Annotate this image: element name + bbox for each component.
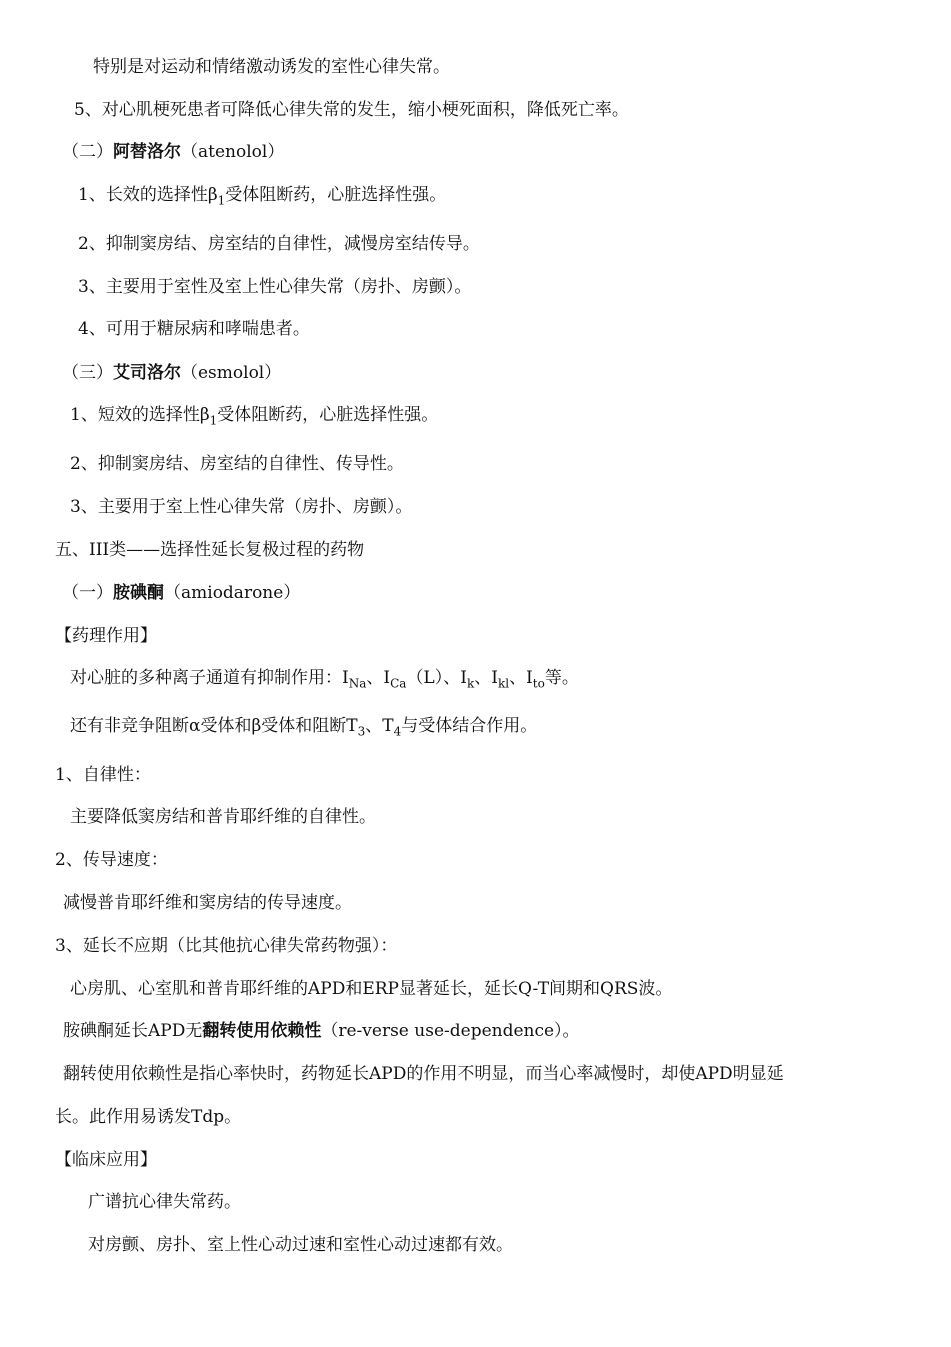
chapter-heading: 五、III类——选择性延长复极过程的药物 xyxy=(55,540,365,560)
text-line: 特别是对运动和情绪激动诱发的室性心律失常。 xyxy=(93,57,450,77)
subscript: Ca xyxy=(390,676,407,691)
text-line xyxy=(63,1019,580,1043)
subscript: 1 xyxy=(217,193,226,208)
text-span: 1、长效的选择性β xyxy=(78,185,218,205)
subscript: to xyxy=(532,676,545,691)
text-line: 心房肌、心室肌和普肯耶纤维的APD和ERP显著延长，延长Q-T间期和QRS波。 xyxy=(70,979,673,999)
text-line: 1、自律性： xyxy=(55,765,151,785)
text-line: 减慢普肯耶纤维和窦房结的传导速度。 xyxy=(63,893,352,913)
text-line: 3、主要用于室上性心律失常（房扑、房颤）。 xyxy=(70,497,413,517)
text-span: 、I xyxy=(474,668,498,688)
subscript: 4 xyxy=(393,724,402,739)
drug-name: 艾司洛尔 xyxy=(113,363,181,383)
text-span: 、T xyxy=(365,716,394,736)
subscript: 3 xyxy=(357,724,366,739)
subscript: kl xyxy=(497,676,510,691)
section-heading-atenolol xyxy=(62,140,284,164)
drug-name: 阿替洛尔 xyxy=(113,142,181,162)
text-line: 长。此作用易诱发Tdp。 xyxy=(55,1107,242,1127)
text-line: 4、可用于糖尿病和哮喘患者。 xyxy=(78,319,310,339)
text-span: 受体阻断药，心脏选择性强。 xyxy=(225,185,447,205)
text-span: 1、短效的选择性β xyxy=(70,405,210,425)
text-line: 2、抑制窦房结、房室结的自律性、传导性。 xyxy=(70,454,404,474)
bold-term: 翻转使用依赖性 xyxy=(202,1021,322,1041)
text-span: 对心脏的多种离子通道有抑制作用：I xyxy=(70,668,349,688)
text-line: 5、对心肌梗死患者可降低心律失常的发生，缩小梗死面积，降低死亡率。 xyxy=(74,100,629,120)
text-line xyxy=(70,714,537,738)
text-span: 胺碘酮延长APD无 xyxy=(63,1021,203,1041)
subscript: 1 xyxy=(209,413,218,428)
text-span: 、I xyxy=(366,668,391,688)
text-line: 3、主要用于室性及室上性心律失常（房扑、房颤）。 xyxy=(78,277,472,297)
drug-name: 胺碘酮 xyxy=(113,583,164,603)
text-line: 3、延长不应期（比其他抗心律失常药物强）： xyxy=(55,936,398,956)
subsection-heading: 【临床应用】 xyxy=(55,1150,157,1170)
heading-number: （三） xyxy=(62,363,113,383)
text-span: 与受体结合作用。 xyxy=(401,716,538,736)
text-line: 2、抑制窦房结、房室结的自律性，减慢房室结传导。 xyxy=(78,234,480,254)
text-line xyxy=(70,666,579,690)
drug-latin-name: （atenolol） xyxy=(181,142,285,162)
text-span: 受体阻断药，心脏选择性强。 xyxy=(217,405,439,425)
section-heading-amiodarone xyxy=(62,581,300,605)
drug-latin-name: （amiodarone） xyxy=(164,583,301,603)
text-span: 、I xyxy=(509,668,533,688)
text-line: 对房颤、房扑、室上性心动过速和室性心动过速都有效。 xyxy=(88,1235,513,1255)
text-span: 等。 xyxy=(544,668,579,688)
subscript: k xyxy=(466,676,475,691)
text-line: 主要降低窦房结和普肯耶纤维的自律性。 xyxy=(70,807,376,827)
text-span: 还有非竞争阻断α受体和β受体和阻断T xyxy=(70,716,358,736)
text-span: （re-verse use-dependence）。 xyxy=(321,1021,580,1041)
heading-number: （二） xyxy=(62,142,113,162)
heading-number: （一） xyxy=(62,583,113,603)
section-heading-esmolol xyxy=(62,361,281,385)
text-line xyxy=(78,183,446,207)
text-line xyxy=(70,403,438,427)
subscript: Na xyxy=(348,676,367,691)
text-line: 翻转使用依赖性是指心率快时，药物延长APD的作用不明显，而当心率减慢时，却使APD明显延 xyxy=(63,1064,784,1084)
text-line: 广谱抗心律失常药。 xyxy=(88,1192,241,1212)
subsection-heading: 【药理作用】 xyxy=(55,626,157,646)
text-line: 2、传导速度： xyxy=(55,850,168,870)
drug-latin-name: （esmolol） xyxy=(181,363,282,383)
text-span: （L）、I xyxy=(406,668,467,688)
